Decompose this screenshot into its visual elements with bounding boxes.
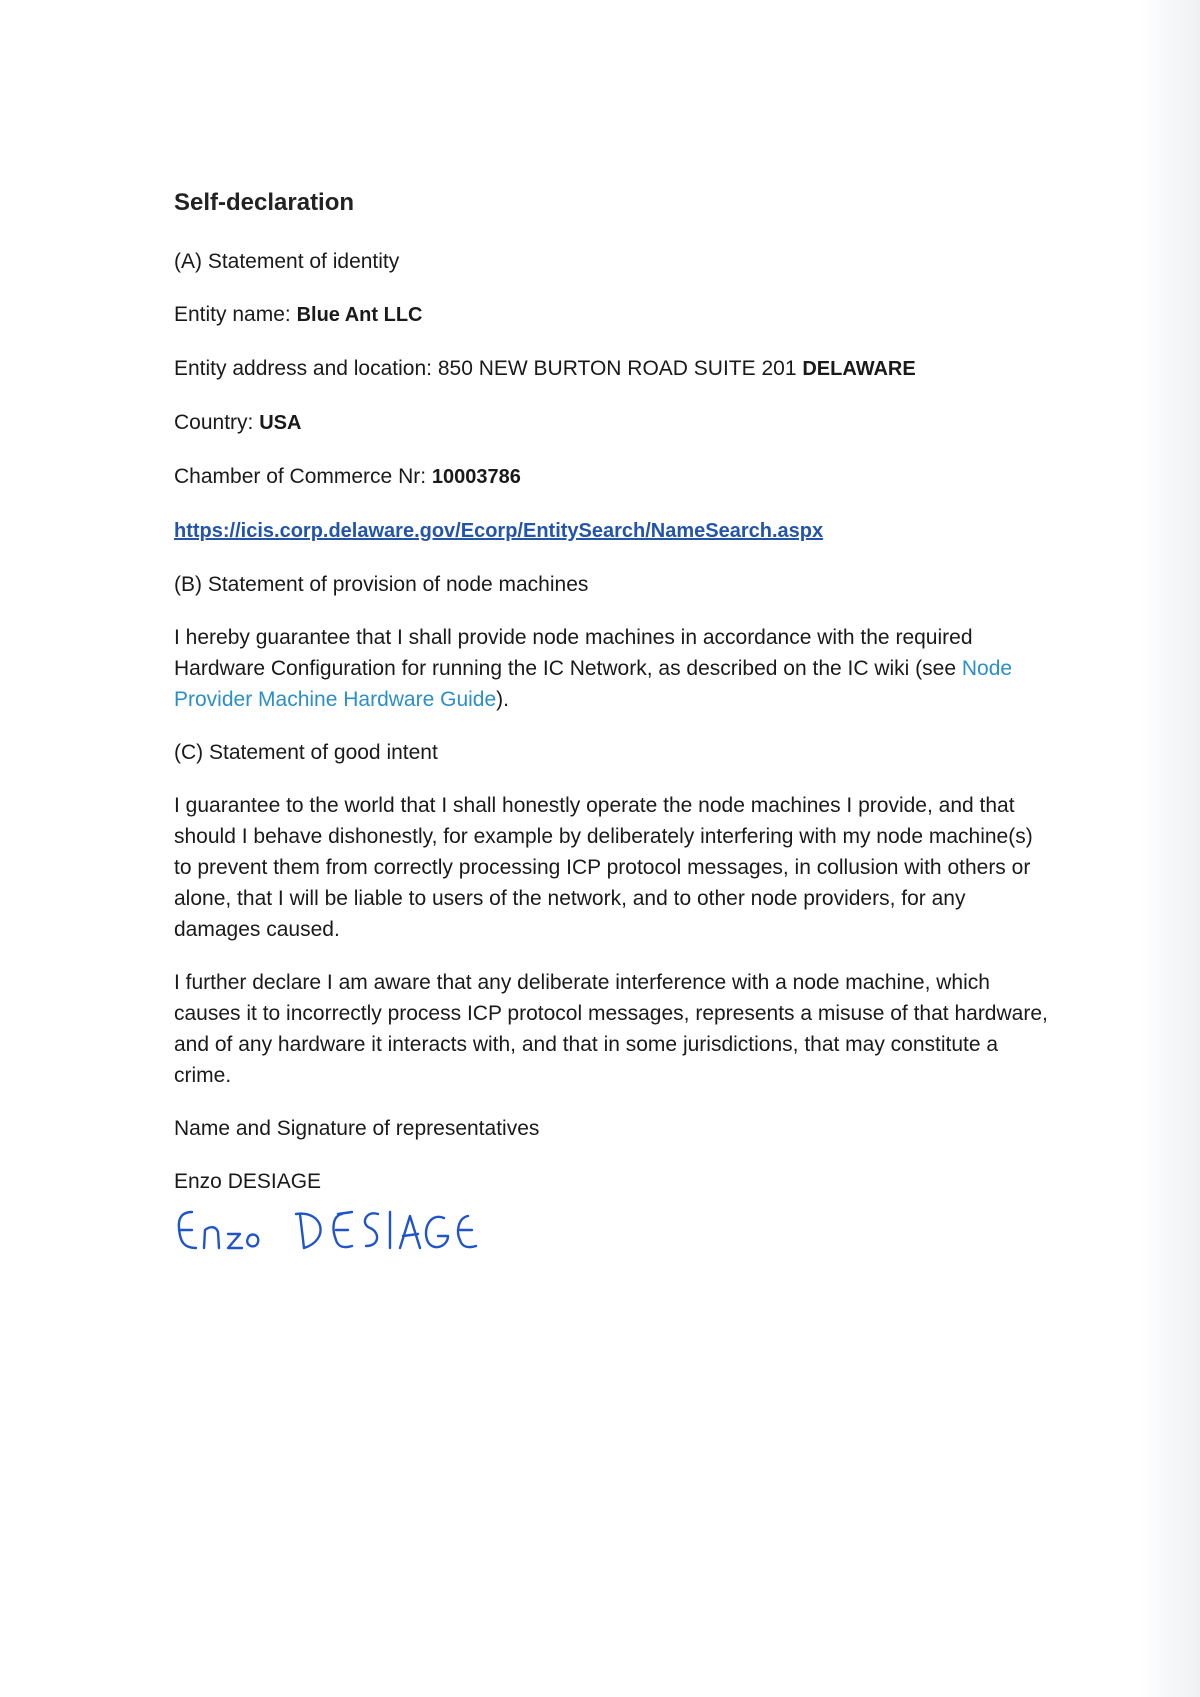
chamber-label: Chamber of Commerce Nr: [174, 465, 427, 488]
page-title: Self-declaration [174, 189, 355, 216]
scan-edge-shade [1140, 0, 1200, 1697]
section-b-heading: (B) Statement of provision of node machines [174, 573, 589, 596]
entity-name-label: Entity name: [174, 303, 291, 326]
entity-address-line [174, 353, 1054, 385]
document-body [174, 186, 1054, 1219]
registry-url-line [174, 515, 1054, 547]
country-line [174, 407, 1054, 439]
section-c-heading: (C) Statement of good intent [174, 741, 438, 764]
representative-name: Enzo DESIAGE [174, 1170, 322, 1193]
section-b-text-before: I hereby guarantee that I shall provide node machines in accordance with the required Hardware Configuration for running the IC Network, as described on the IC wiki (see [174, 626, 973, 680]
country-label: Country: [174, 411, 254, 434]
country-value: USA [259, 412, 302, 434]
chamber-line [174, 461, 1054, 493]
section-a-heading: (A) Statement of identity [174, 250, 400, 273]
section-c-paragraph-1: I guarantee to the world that I shall honestly operate the node machines I provide, and that should I behave dishonestly, for example by deliberately interfering with my node machine(s) to prevent them from correctly processing ICP protocol messages, in collusion with others or alone, that I will be liable to users of the network, and to other node providers, for any damages caused. [174, 794, 1033, 941]
section-b-text-after: ). [496, 688, 509, 711]
chamber-value: 10003786 [431, 466, 521, 488]
entity-address-label: Entity address and location: [174, 357, 432, 380]
entity-address-state: DELAWARE [802, 358, 916, 380]
handwritten-signature [172, 1200, 492, 1262]
registry-url-link[interactable]: https://icis.corp.delaware.gov/Ecorp/EntitySearch/NameSearch.aspx [174, 520, 824, 542]
entity-name-line [174, 299, 1054, 331]
entity-address-value: 850 NEW BURTON ROAD SUITE 201 [437, 357, 797, 380]
section-b-paragraph [174, 622, 1054, 715]
signature-heading: Name and Signature of representatives [174, 1117, 540, 1140]
entity-name-value: Blue Ant LLC [296, 304, 423, 326]
hardware-guide-link[interactable]: Node Provider Machine Hardware Guide [174, 657, 1013, 711]
section-c-paragraph-2: I further declare I am aware that any deliberate interference with a node machine, which causes it to incorrectly process ICP protocol messages, represents a misuse of that hardware, and of any hardware it interacts with, and that in some jurisdictions, that may constitute a crime. [174, 971, 1048, 1087]
